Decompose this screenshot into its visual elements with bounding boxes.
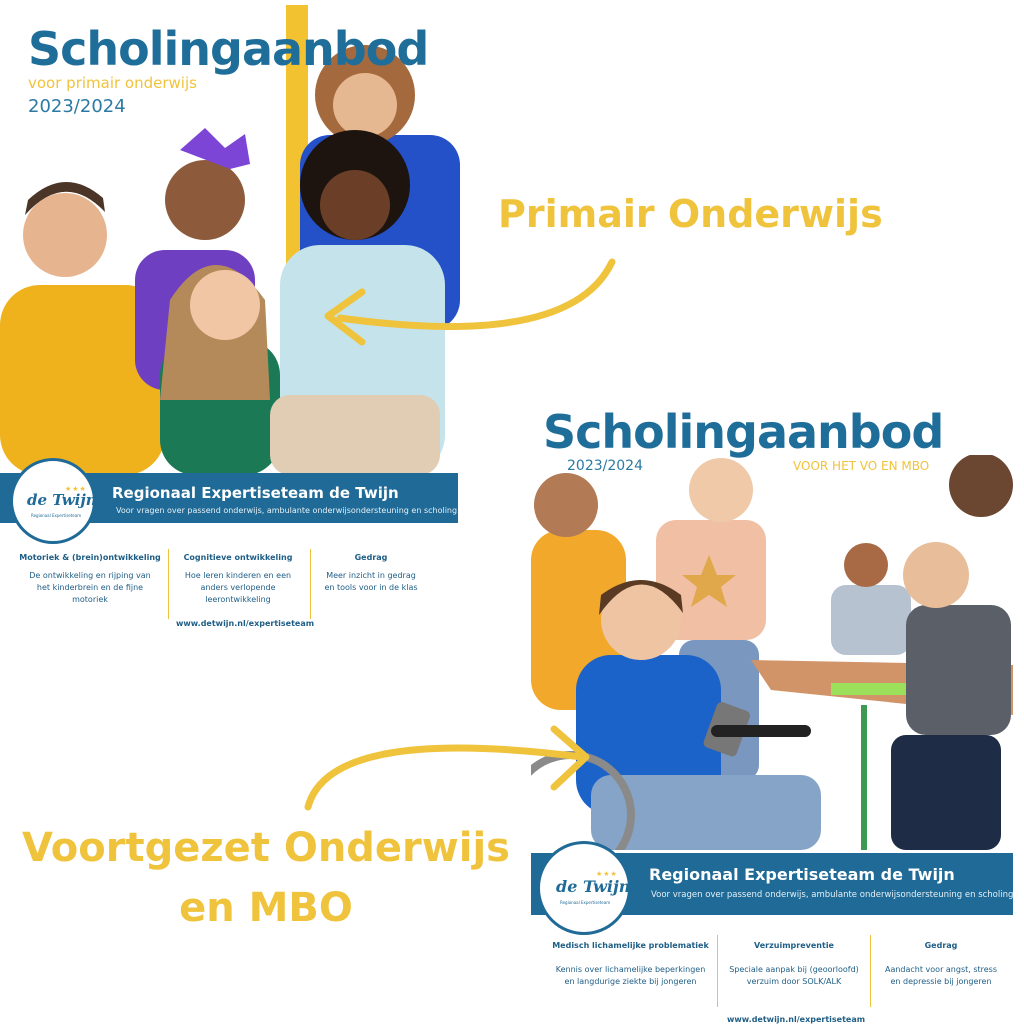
callout-voortgezet-onderwijs — [6, 818, 526, 938]
cover-year: 2023/2024 — [567, 458, 643, 474]
topic-body: De ontwikkeling en rijping van het kinderbrein en de fijne motoriek — [29, 571, 151, 604]
topic-column-2 — [719, 941, 869, 988]
website-link[interactable]: www.detwijn.nl/expertiseteam — [176, 619, 315, 628]
cover-year: 2023/2024 — [28, 96, 126, 117]
topic-heading: Motoriek & (brein)ontwikkeling — [19, 553, 161, 562]
banner-subtitle: Voor vragen over passend onderwijs, ambulante onderwijsondersteuning en scholing — [651, 890, 1014, 900]
arrow-to-vo-cover-icon — [290, 715, 600, 820]
callout-line-1: Voortgezet Onderwijs — [22, 825, 510, 871]
logo-stars-icon: ★★★ — [596, 870, 618, 878]
topic-heading: Gedrag — [924, 941, 958, 950]
topic-body: Kennis over lichamelijke beperkingen en langdurige ziekte bij jongeren — [555, 965, 706, 986]
arrow-to-primary-cover-icon — [300, 250, 630, 360]
topic-column-1 — [543, 941, 718, 988]
twijn-logo — [537, 841, 631, 935]
cover-title: Scholingaanbod — [543, 405, 944, 459]
logo-stars-icon: ★★★ — [65, 485, 87, 493]
topic-heading: Gedrag — [354, 553, 388, 562]
twijn-logo — [10, 458, 96, 544]
logo-caption: Regionaal Expertiseteam — [31, 513, 82, 518]
cover-vo-mbo — [531, 395, 1024, 1024]
banner-title: Regionaal Expertiseteam de Twijn — [649, 865, 955, 884]
topic-heading: Verzuimpreventie — [754, 941, 834, 950]
callout-primair-onderwijs: Primair Onderwijs — [498, 192, 883, 236]
banner-subtitle: Voor vragen over passend onderwijs, ambulante onderwijsondersteuning en scholing — [116, 506, 458, 515]
topic-column-3 — [312, 553, 430, 594]
cover-subtitle: voor primair onderwijs — [28, 74, 197, 92]
logo-caption: Regionaal Expertiseteam — [560, 900, 611, 905]
topic-body: Speciale aanpak bij (geoorloofd) verzuim door SOLK/ALK — [729, 965, 859, 986]
callout-line-2: en MBO — [179, 885, 353, 931]
column-divider — [717, 935, 718, 1007]
topic-body: Meer inzicht in gedrag en tools voor in de klas — [324, 571, 418, 592]
topic-body: Hoe leren kinderen en een anders verlopende leerontwikkeling — [184, 571, 292, 604]
topic-column-2 — [168, 553, 308, 606]
logo-text: de Twijn — [27, 491, 97, 509]
logo-text: de Twijn — [556, 877, 631, 896]
topic-heading: Cognitieve ontwikkeling — [183, 553, 293, 562]
website-link[interactable]: www.detwijn.nl/expertiseteam — [727, 1015, 866, 1024]
cover-subtitle: VOOR HET VO EN MBO — [793, 459, 930, 473]
students-photo — [531, 455, 1013, 850]
topic-body: Aandacht voor angst, stress en depressie bij jongeren — [884, 965, 998, 986]
topic-column-3 — [871, 941, 1011, 988]
column-divider — [310, 549, 311, 619]
topic-heading: Medisch lichamelijke problematiek — [552, 941, 709, 950]
banner-title: Regionaal Expertiseteam de Twijn — [112, 484, 399, 502]
cover-title: Scholingaanbod — [28, 22, 429, 76]
topic-column-1 — [15, 553, 165, 606]
